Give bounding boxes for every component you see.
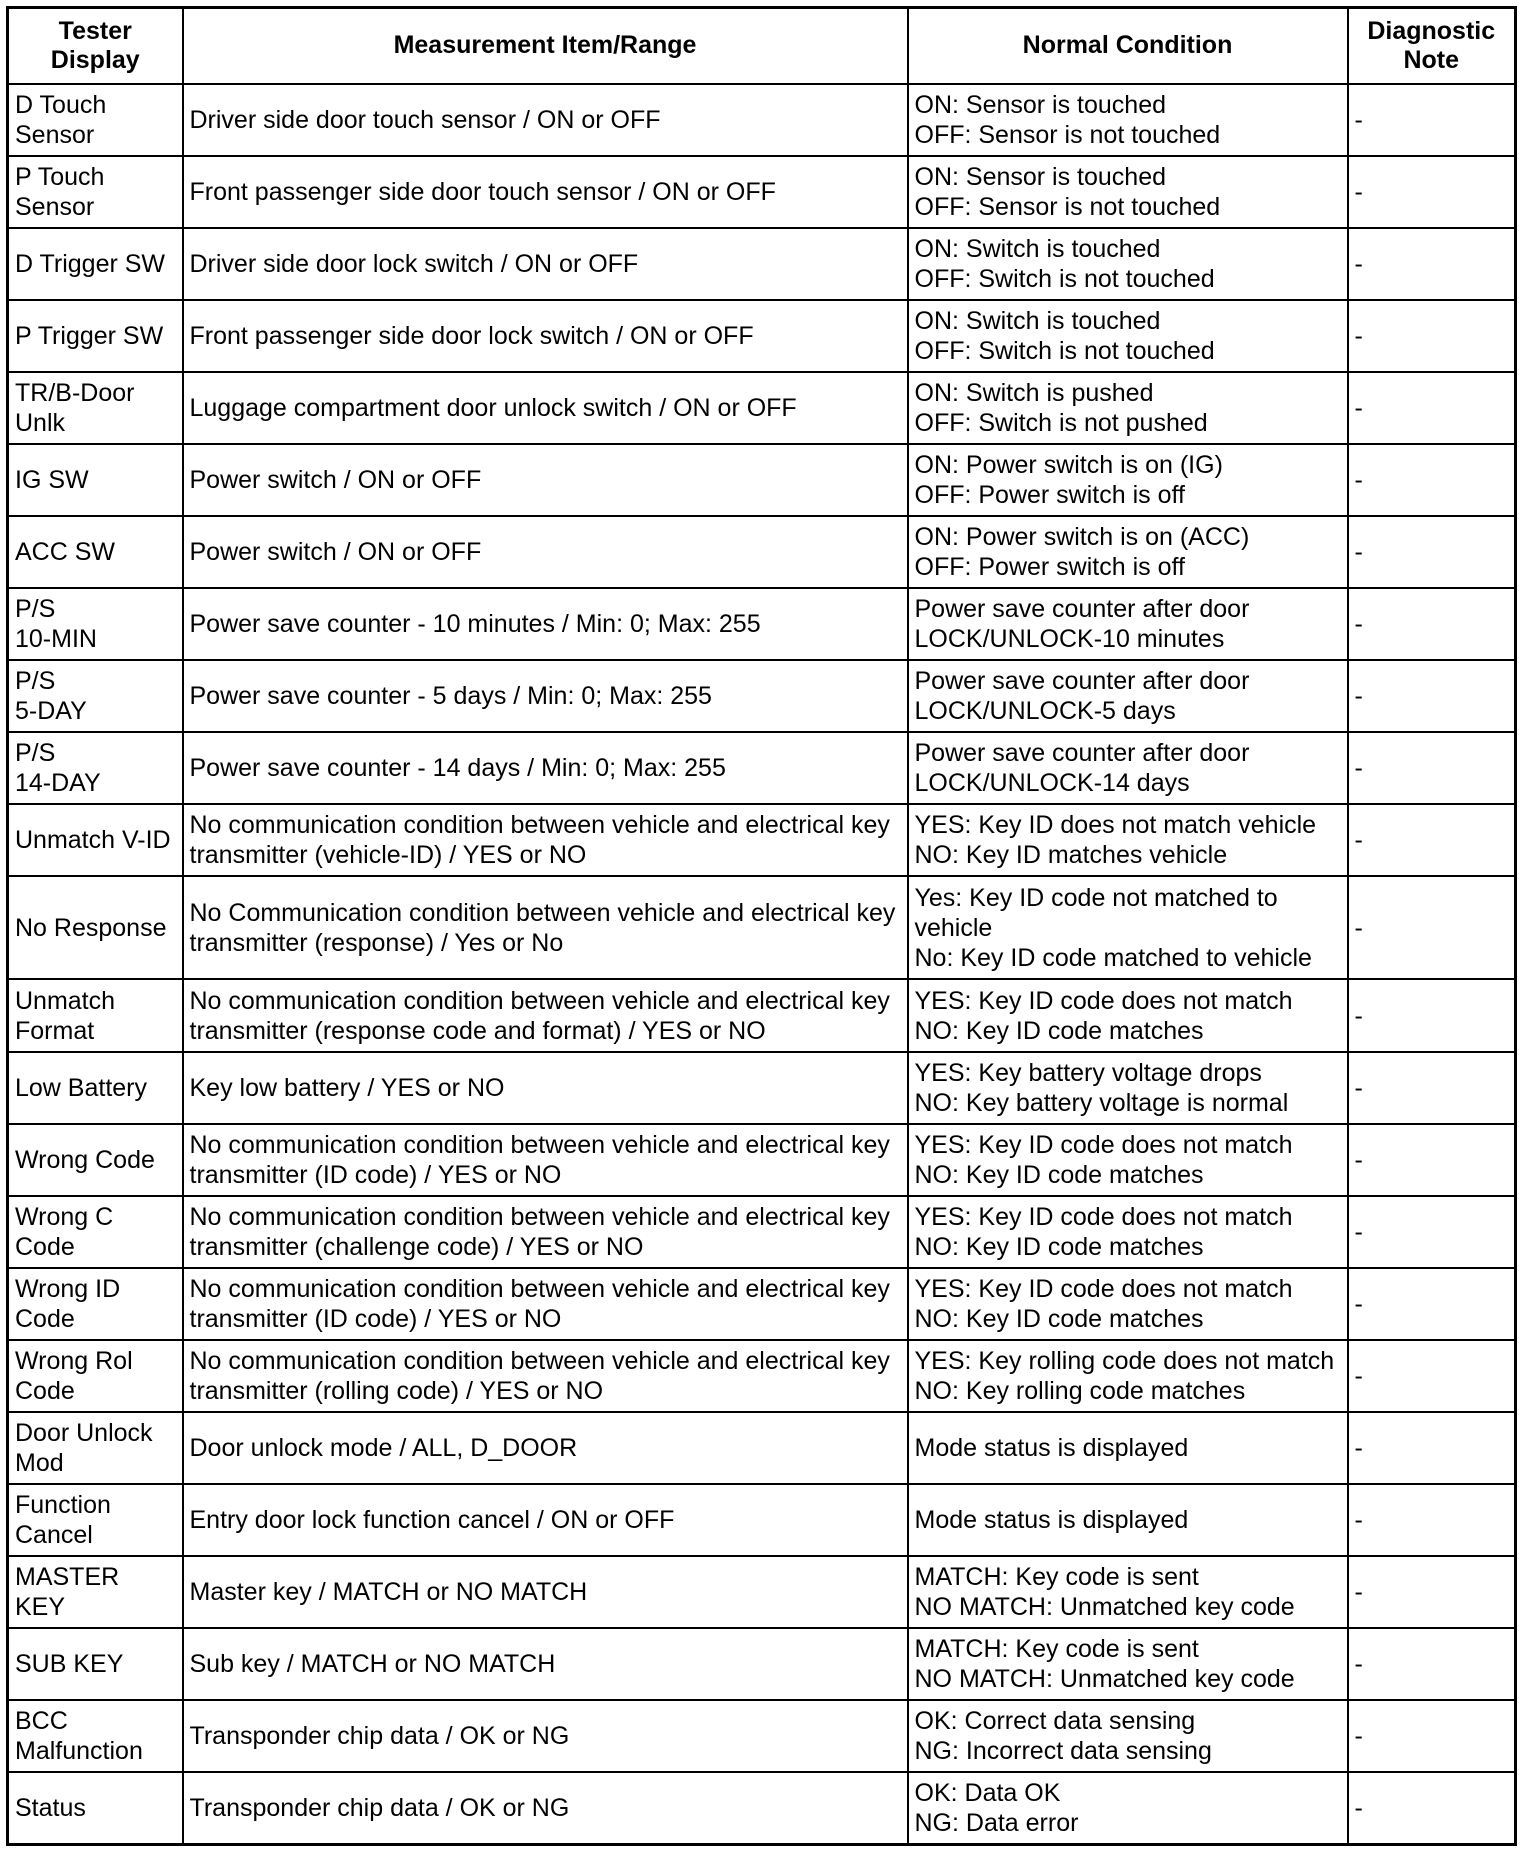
cell-diagnostic-note: - [1348,876,1516,979]
cell-tester-display: Status [8,1772,183,1844]
cell-tester-display: No Response [8,876,183,979]
cell-normal-condition: ON: Switch is pushed OFF: Switch is not pushed [908,372,1348,444]
cell-measurement-item: Power save counter - 5 days / Min: 0; Max: 255 [183,660,908,732]
cell-measurement-item: Front passenger side door touch sensor / ON or OFF [183,156,908,228]
cell-normal-condition: ON: Sensor is touched OFF: Sensor is not touched [908,156,1348,228]
cell-measurement-item: Driver side door lock switch / ON or OFF [183,228,908,300]
cell-diagnostic-note: - [1348,1268,1516,1340]
header-measurement-item: Measurement Item/Range [183,8,908,84]
cell-tester-display: Wrong ID Code [8,1268,183,1340]
cell-measurement-item: Power switch / ON or OFF [183,444,908,516]
cell-measurement-item: Transponder chip data / OK or NG [183,1772,908,1844]
cell-measurement-item: Sub key / MATCH or NO MATCH [183,1628,908,1700]
cell-diagnostic-note: - [1348,300,1516,372]
cell-measurement-item: Master key / MATCH or NO MATCH [183,1556,908,1628]
table-row [8,1124,1516,1196]
cell-diagnostic-note: - [1348,804,1516,876]
cell-measurement-item: No communication condition between vehicle and electrical key transmitter (rolling code) / YES or NO [183,1340,908,1412]
table-row [8,876,1516,979]
cell-tester-display: SUB KEY [8,1628,183,1700]
table-row [8,1052,1516,1124]
cell-diagnostic-note: - [1348,1484,1516,1556]
cell-tester-display: MASTER KEY [8,1556,183,1628]
table-row [8,228,1516,300]
cell-measurement-item: Key low battery / YES or NO [183,1052,908,1124]
cell-tester-display: D Touch Sensor [8,84,183,156]
cell-diagnostic-note: - [1348,156,1516,228]
cell-tester-display: ACC SW [8,516,183,588]
cell-measurement-item: No Communication condition between vehicle and electrical key transmitter (response) / Yes or No [183,876,908,979]
table-row [8,516,1516,588]
table-row [8,156,1516,228]
table-row [8,660,1516,732]
table-row [8,84,1516,156]
cell-normal-condition: YES: Key ID code does not match NO: Key ID code matches [908,1196,1348,1268]
cell-diagnostic-note: - [1348,979,1516,1051]
cell-measurement-item: Luggage compartment door unlock switch / ON or OFF [183,372,908,444]
cell-measurement-item: Front passenger side door lock switch / ON or OFF [183,300,908,372]
cell-normal-condition: ON: Sensor is touched OFF: Sensor is not touched [908,84,1348,156]
cell-normal-condition: ON: Switch is touched OFF: Switch is not touched [908,228,1348,300]
table-row [8,588,1516,660]
cell-measurement-item: No communication condition between vehicle and electrical key transmitter (ID code) / YES or NO [183,1268,908,1340]
table-row [8,1484,1516,1556]
cell-measurement-item: No communication condition between vehicle and electrical key transmitter (ID code) / YES or NO [183,1124,908,1196]
cell-diagnostic-note: - [1348,732,1516,804]
cell-measurement-item: No communication condition between vehicle and electrical key transmitter (response code and format) / YES or NO [183,979,908,1051]
cell-diagnostic-note: - [1348,1340,1516,1412]
data-list-table [6,6,1517,1846]
cell-diagnostic-note: - [1348,228,1516,300]
table-row [8,1628,1516,1700]
header-tester-display: Tester Display [8,8,183,84]
cell-diagnostic-note: - [1348,660,1516,732]
cell-measurement-item: Door unlock mode / ALL, D_DOOR [183,1412,908,1484]
cell-normal-condition: YES: Key ID code does not match NO: Key ID code matches [908,979,1348,1051]
cell-tester-display: Unmatch V-ID [8,804,183,876]
cell-tester-display: P Trigger SW [8,300,183,372]
cell-normal-condition: Mode status is displayed [908,1484,1348,1556]
cell-tester-display: Wrong Rol Code [8,1340,183,1412]
cell-diagnostic-note: - [1348,444,1516,516]
cell-diagnostic-note: - [1348,1196,1516,1268]
cell-normal-condition: ON: Switch is touched OFF: Switch is not touched [908,300,1348,372]
table-row [8,444,1516,516]
cell-diagnostic-note: - [1348,1052,1516,1124]
table-header-row [8,8,1516,84]
cell-normal-condition: OK: Data OK NG: Data error [908,1772,1348,1844]
table-row [8,1268,1516,1340]
table-row [8,1772,1516,1844]
cell-tester-display: Function Cancel [8,1484,183,1556]
table-row [8,1700,1516,1772]
cell-measurement-item: Power save counter - 10 minutes / Min: 0; Max: 255 [183,588,908,660]
cell-tester-display: Wrong Code [8,1124,183,1196]
header-normal-condition: Normal Condition [908,8,1348,84]
cell-tester-display: D Trigger SW [8,228,183,300]
table-row [8,1556,1516,1628]
cell-tester-display: Unmatch Format [8,979,183,1051]
cell-tester-display: Low Battery [8,1052,183,1124]
cell-tester-display: P/S 10-MIN [8,588,183,660]
cell-normal-condition: YES: Key ID does not match vehicle NO: Key ID matches vehicle [908,804,1348,876]
table-row [8,372,1516,444]
cell-tester-display: P/S 5-DAY [8,660,183,732]
cell-normal-condition: YES: Key rolling code does not match NO: Key rolling code matches [908,1340,1348,1412]
cell-normal-condition: Power save counter after door LOCK/UNLOCK-10 minutes [908,588,1348,660]
cell-measurement-item: No communication condition between vehicle and electrical key transmitter (vehicle-ID) / YES or NO [183,804,908,876]
cell-tester-display: TR/B-Door Unlk [8,372,183,444]
cell-diagnostic-note: - [1348,516,1516,588]
table-row [8,1412,1516,1484]
cell-tester-display: Door Unlock Mod [8,1412,183,1484]
cell-diagnostic-note: - [1348,1772,1516,1844]
cell-normal-condition: YES: Key battery voltage drops NO: Key battery voltage is normal [908,1052,1348,1124]
table-row [8,300,1516,372]
table-row [8,1196,1516,1268]
cell-normal-condition: MATCH: Key code is sent NO MATCH: Unmatched key code [908,1556,1348,1628]
cell-normal-condition: Power save counter after door LOCK/UNLOCK-14 days [908,732,1348,804]
table-row [8,804,1516,876]
cell-diagnostic-note: - [1348,588,1516,660]
cell-normal-condition: ON: Power switch is on (ACC) OFF: Power switch is off [908,516,1348,588]
table-body [8,84,1516,1845]
table-row [8,1340,1516,1412]
cell-diagnostic-note: - [1348,1556,1516,1628]
cell-normal-condition: ON: Power switch is on (IG) OFF: Power switch is off [908,444,1348,516]
table-row [8,732,1516,804]
cell-measurement-item: Transponder chip data / OK or NG [183,1700,908,1772]
cell-diagnostic-note: - [1348,1700,1516,1772]
cell-tester-display: Wrong C Code [8,1196,183,1268]
cell-normal-condition: Mode status is displayed [908,1412,1348,1484]
cell-measurement-item: Power switch / ON or OFF [183,516,908,588]
header-diagnostic-note: Diagnostic Note [1348,8,1516,84]
cell-tester-display: P/S 14-DAY [8,732,183,804]
cell-normal-condition: YES: Key ID code does not match NO: Key ID code matches [908,1124,1348,1196]
cell-measurement-item: Driver side door touch sensor / ON or OFF [183,84,908,156]
cell-diagnostic-note: - [1348,1412,1516,1484]
cell-tester-display: BCC Malfunction [8,1700,183,1772]
cell-measurement-item: Entry door lock function cancel / ON or OFF [183,1484,908,1556]
cell-normal-condition: YES: Key ID code does not match NO: Key ID code matches [908,1268,1348,1340]
cell-diagnostic-note: - [1348,1124,1516,1196]
cell-measurement-item: Power save counter - 14 days / Min: 0; Max: 255 [183,732,908,804]
cell-tester-display: IG SW [8,444,183,516]
cell-normal-condition: Power save counter after door LOCK/UNLOCK-5 days [908,660,1348,732]
cell-normal-condition: OK: Correct data sensing NG: Incorrect data sensing [908,1700,1348,1772]
cell-normal-condition: Yes: Key ID code not matched to vehicle No: Key ID code matched to vehicle [908,876,1348,979]
cell-diagnostic-note: - [1348,372,1516,444]
cell-measurement-item: No communication condition between vehicle and electrical key transmitter (challenge code) / YES or NO [183,1196,908,1268]
cell-diagnostic-note: - [1348,84,1516,156]
cell-diagnostic-note: - [1348,1628,1516,1700]
table-row [8,979,1516,1051]
cell-tester-display: P Touch Sensor [8,156,183,228]
cell-normal-condition: MATCH: Key code is sent NO MATCH: Unmatched key code [908,1628,1348,1700]
